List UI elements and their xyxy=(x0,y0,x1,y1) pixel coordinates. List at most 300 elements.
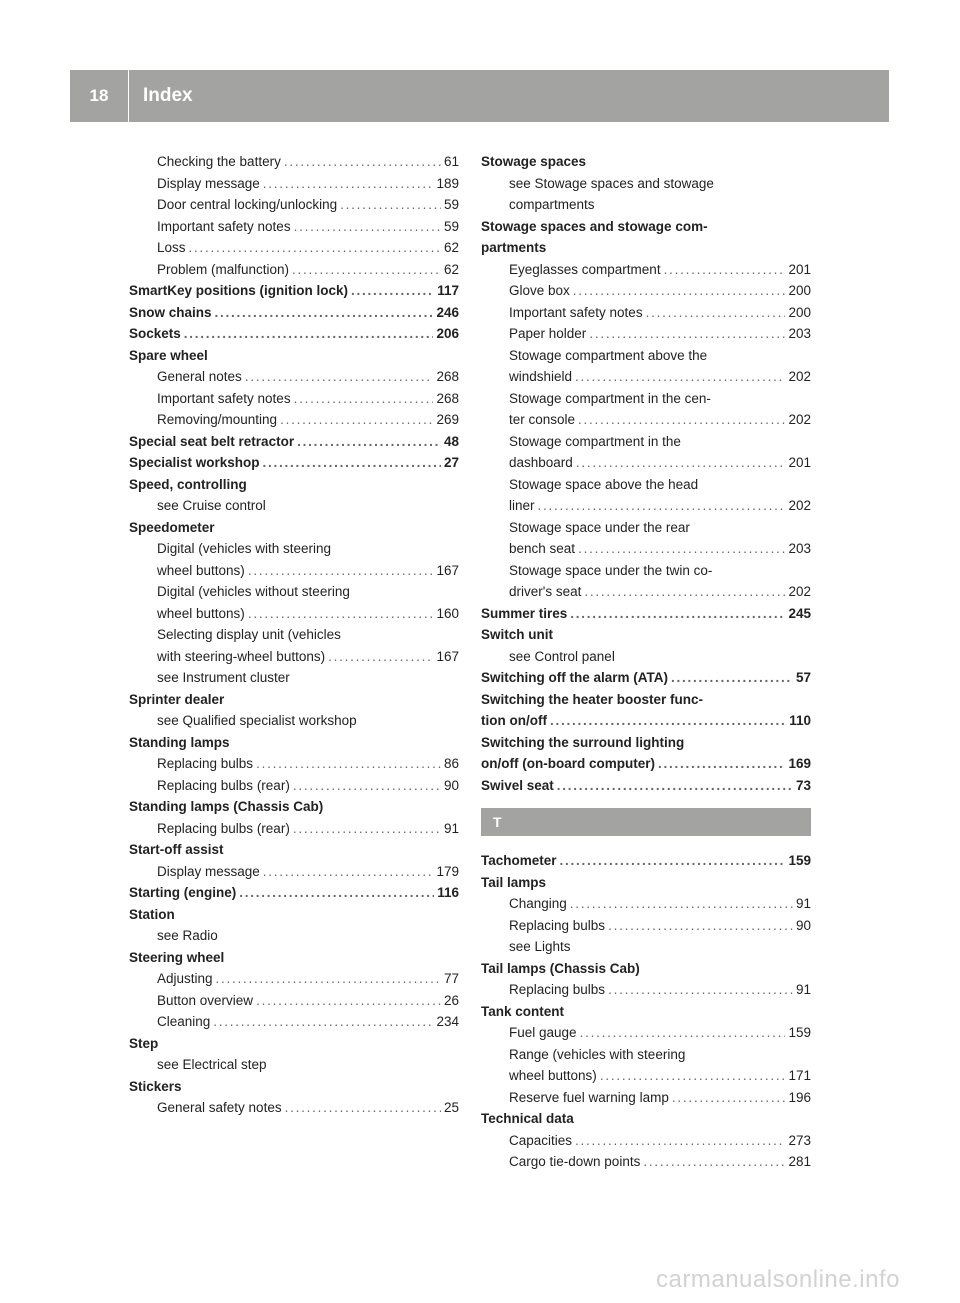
index-subentry xyxy=(129,775,459,797)
entry-page-number: 273 xyxy=(788,1132,811,1148)
index-entry xyxy=(481,775,811,797)
entry-text: see Radio xyxy=(157,928,218,943)
index-entry-line xyxy=(129,882,459,904)
index-entry-line xyxy=(129,431,459,453)
entry-text: Standing lamps (Chassis Cab) xyxy=(129,799,324,814)
dot-leader xyxy=(351,280,434,302)
dot-leader xyxy=(293,775,441,797)
index-subentry xyxy=(481,345,811,388)
entry-text: Important safety notes xyxy=(157,390,291,406)
entry-text: Removing/mounting xyxy=(157,412,278,427)
index-subentry xyxy=(129,237,459,259)
entry-text: bench seat xyxy=(509,541,576,556)
index-subentry xyxy=(129,581,459,624)
entry-text: Sprinter dealer xyxy=(129,691,225,707)
dot-leader xyxy=(560,850,786,872)
dot-leader xyxy=(285,1097,441,1119)
index-entry-line xyxy=(481,893,811,915)
index-subentry xyxy=(129,667,459,689)
dot-leader xyxy=(672,1087,786,1109)
entry-text: Digital (vehicles with steering xyxy=(157,541,332,556)
watermark: carmanualsonline.info xyxy=(656,1266,900,1293)
entry-text: Selecting display unit (vehicles xyxy=(157,627,341,642)
dot-leader xyxy=(557,775,793,797)
index-entry-line xyxy=(481,753,811,775)
index-entry-line xyxy=(129,452,459,474)
dot-leader xyxy=(538,495,786,517)
index-entry-line xyxy=(481,710,811,732)
index-entry-line xyxy=(129,861,459,883)
dot-leader xyxy=(189,237,441,259)
entry-page-number: 110 xyxy=(789,713,811,728)
entry-text: Fuel gauge xyxy=(509,1025,577,1040)
entry-page-number: 27 xyxy=(443,455,459,470)
index-column-right xyxy=(481,151,811,1173)
index-entry-line xyxy=(481,581,811,603)
dot-leader xyxy=(570,893,793,915)
entry-page-number: 90 xyxy=(795,917,811,933)
entry-text: see Qualified specialist workshop xyxy=(157,713,357,728)
index-entry-line xyxy=(481,603,811,625)
dot-leader xyxy=(575,366,785,388)
index-subentry xyxy=(481,893,811,915)
dot-leader xyxy=(263,173,434,195)
index-entry-line xyxy=(129,818,459,840)
dot-leader xyxy=(658,753,785,775)
entry-page-number: 269 xyxy=(436,412,459,427)
index-entry xyxy=(481,850,811,872)
entry-text: wheel buttons) xyxy=(509,1068,597,1083)
entry-text: Loss xyxy=(157,240,186,255)
dot-leader xyxy=(256,753,441,775)
index-subentry xyxy=(129,366,459,388)
index-entry-line xyxy=(481,323,811,345)
entry-text: Spare wheel xyxy=(129,347,208,363)
entry-page-number: 206 xyxy=(436,326,459,341)
index-entry-line xyxy=(129,323,459,345)
index-entry xyxy=(129,1076,459,1098)
index-subentry xyxy=(481,280,811,302)
entry-text: Specialist workshop xyxy=(129,455,260,470)
entry-text: see Stowage spaces and stowage xyxy=(509,175,714,191)
entry-page-number: 169 xyxy=(788,756,811,771)
index-subentry xyxy=(481,560,811,603)
entry-text: Switching off the alarm (ATA) xyxy=(481,670,668,685)
entry-text: wheel buttons) xyxy=(157,562,245,578)
entry-text: Stowage compartment in the xyxy=(509,433,681,449)
dot-leader xyxy=(578,538,785,560)
entry-page-number: 91 xyxy=(795,896,811,911)
entry-text: Stowage space under the twin co- xyxy=(509,562,713,578)
dot-leader xyxy=(328,646,433,668)
entry-text: Swivel seat xyxy=(481,777,554,793)
entry-page-number: 159 xyxy=(788,853,811,868)
entry-text: Step xyxy=(129,1035,159,1051)
entry-text: Tachometer xyxy=(481,853,557,868)
entry-text: Tail lamps xyxy=(481,874,547,890)
entry-page-number: 179 xyxy=(436,863,459,879)
index-entry xyxy=(481,667,811,689)
index-entry xyxy=(481,624,811,646)
entry-text: Switching the surround lighting xyxy=(481,734,685,750)
entry-text: Replacing bulbs (rear) xyxy=(157,820,290,836)
dot-leader xyxy=(284,151,441,173)
entry-text: Stowage space under the rear xyxy=(509,519,690,535)
index-subentry xyxy=(481,1044,811,1087)
entry-text: see Electrical step xyxy=(157,1057,267,1072)
index-entry-line xyxy=(481,979,811,1001)
entry-page-number: 25 xyxy=(443,1100,459,1115)
index-subentry xyxy=(129,968,459,990)
entry-page-number: 91 xyxy=(795,982,811,997)
entry-text: Stowage compartment above the xyxy=(509,347,708,363)
entry-text: Station xyxy=(129,906,175,922)
dot-leader xyxy=(664,259,786,281)
entry-text: Speed, controlling xyxy=(129,476,247,492)
entry-text: Paper holder xyxy=(509,326,587,341)
entry-page-number: 196 xyxy=(788,1089,811,1105)
index-subentry xyxy=(129,624,459,667)
index-entry-line xyxy=(481,538,811,560)
index-entry-line xyxy=(481,1151,811,1173)
entry-text: Stowage spaces and stowage com- xyxy=(481,218,708,234)
index-entry-line xyxy=(481,1087,811,1109)
index-subentry xyxy=(129,388,459,410)
entry-text: Tail lamps (Chassis Cab) xyxy=(481,960,640,976)
dot-leader xyxy=(256,990,441,1012)
dot-leader xyxy=(576,452,786,474)
header-divider xyxy=(128,70,129,122)
dot-leader xyxy=(608,915,793,937)
index-entry xyxy=(129,517,459,539)
dot-leader xyxy=(671,667,793,689)
index-entry-line xyxy=(129,388,459,410)
entry-text: Replacing bulbs xyxy=(157,756,254,771)
entry-text: with steering-wheel buttons) xyxy=(157,648,326,664)
index-subentry xyxy=(129,259,459,281)
entry-text: Replacing bulbs (rear) xyxy=(157,777,290,793)
entry-text: liner xyxy=(509,498,535,513)
entry-page-number: 117 xyxy=(437,283,459,298)
index-entry-line xyxy=(481,259,811,281)
entry-page-number: 26 xyxy=(443,992,459,1008)
page-title: Index xyxy=(143,85,193,106)
dot-leader xyxy=(580,1022,786,1044)
index-entry xyxy=(129,1033,459,1055)
entry-page-number: 167 xyxy=(436,562,459,578)
dot-leader xyxy=(293,818,441,840)
index-subentry xyxy=(129,925,459,947)
entry-page-number: 90 xyxy=(443,777,459,793)
entry-text: partments xyxy=(481,240,547,255)
dot-leader xyxy=(340,194,441,216)
index-entry-line xyxy=(129,560,459,582)
index-entry-line xyxy=(481,1130,811,1152)
entry-page-number: 167 xyxy=(436,648,459,664)
index-subentry xyxy=(129,538,459,581)
entry-page-number: 281 xyxy=(788,1154,811,1169)
index-subentry xyxy=(481,474,811,517)
entry-page-number: 202 xyxy=(788,584,811,599)
index-subentry xyxy=(481,646,811,668)
index-entry-line xyxy=(481,366,811,388)
index-entry xyxy=(129,474,459,496)
entry-page-number: 61 xyxy=(443,154,459,169)
entry-text: wheel buttons) xyxy=(157,605,245,621)
index-entry xyxy=(481,689,811,732)
dot-leader xyxy=(646,302,786,324)
index-column-left xyxy=(129,151,459,1119)
index-subentry xyxy=(481,1151,811,1173)
index-entry-line xyxy=(129,194,459,216)
entry-text: Stowage compartment in the cen- xyxy=(509,390,711,406)
dot-leader xyxy=(292,259,441,281)
index-entry xyxy=(129,796,459,818)
index-entry-line xyxy=(129,646,459,668)
index-entry xyxy=(481,872,811,894)
entry-text: Adjusting xyxy=(157,971,213,986)
entry-text: Important safety notes xyxy=(509,304,643,320)
index-entry xyxy=(129,839,459,861)
dot-leader xyxy=(575,1130,785,1152)
index-subentry xyxy=(129,861,459,883)
dot-leader xyxy=(263,861,434,883)
entry-text: Steering wheel xyxy=(129,949,225,965)
entry-text: ter console xyxy=(509,412,576,427)
entry-page-number: 62 xyxy=(443,240,459,255)
dot-leader xyxy=(245,366,434,388)
index-entry-line xyxy=(129,409,459,431)
index-entry-line xyxy=(129,603,459,625)
page-header xyxy=(70,70,889,122)
dot-leader xyxy=(280,409,433,431)
index-entry xyxy=(129,904,459,926)
index-entry-line xyxy=(481,775,811,797)
index-subentry xyxy=(481,1022,811,1044)
dot-leader xyxy=(570,603,785,625)
index-entry-line xyxy=(129,259,459,281)
index-entry-line xyxy=(129,280,459,302)
entry-page-number: 268 xyxy=(436,369,459,384)
index-subentry xyxy=(129,990,459,1012)
entry-page-number: 91 xyxy=(443,820,459,836)
entry-page-number: 200 xyxy=(788,283,811,298)
dot-leader xyxy=(248,603,434,625)
entry-text: Tank content xyxy=(481,1003,565,1019)
entry-text: Cargo tie-down points xyxy=(509,1154,641,1169)
entry-text: Digital (vehicles without steering xyxy=(157,584,350,599)
entry-text: on/off (on-board computer) xyxy=(481,756,655,771)
dot-leader xyxy=(248,560,434,582)
index-entry-line xyxy=(129,753,459,775)
index-entry xyxy=(129,280,459,302)
entry-page-number: 77 xyxy=(443,971,459,986)
index-subentry xyxy=(129,1097,459,1119)
entry-page-number: 59 xyxy=(443,197,459,212)
entry-text: Replacing bulbs xyxy=(509,917,606,933)
entry-text: Door central locking/unlocking xyxy=(157,197,338,212)
index-entry-line xyxy=(129,302,459,324)
entry-page-number: 86 xyxy=(443,756,459,771)
index-entry-line xyxy=(481,850,811,872)
index-entry-line xyxy=(481,495,811,517)
entry-text: compartments xyxy=(509,197,595,212)
entry-text: tion on/off xyxy=(481,713,547,728)
index-entry xyxy=(481,1108,811,1130)
entry-text: driver's seat xyxy=(509,584,582,599)
entry-page-number: 202 xyxy=(788,412,811,427)
entry-page-number: 59 xyxy=(443,218,459,234)
entry-text: Switch unit xyxy=(481,627,553,642)
entry-text: Display message xyxy=(157,863,260,879)
entry-page-number: 201 xyxy=(788,261,811,277)
index-entry-line xyxy=(129,990,459,1012)
index-entry-line xyxy=(481,667,811,689)
entry-text: Display message xyxy=(157,175,260,191)
entry-page-number: 171 xyxy=(788,1068,811,1083)
index-entry xyxy=(481,1001,811,1023)
index-entry-line xyxy=(481,1022,811,1044)
entry-text: Replacing bulbs xyxy=(509,982,606,997)
index-subentry xyxy=(481,431,811,474)
index-subentry xyxy=(481,915,811,937)
page-number: 18 xyxy=(89,86,109,105)
dot-leader xyxy=(573,280,786,302)
index-subentry xyxy=(129,194,459,216)
entry-page-number: 200 xyxy=(788,304,811,320)
entry-text: Standing lamps xyxy=(129,734,230,750)
dot-leader xyxy=(216,968,441,990)
entry-text: Capacities xyxy=(509,1132,573,1148)
entry-text: Range (vehicles with steering xyxy=(509,1046,686,1062)
index-entry xyxy=(129,882,459,904)
entry-text: dashboard xyxy=(509,455,573,470)
entry-page-number: 203 xyxy=(788,326,811,341)
index-entry-line xyxy=(481,280,811,302)
index-entry-line xyxy=(481,409,811,431)
entry-page-number: 201 xyxy=(788,455,811,470)
entry-page-number: 234 xyxy=(436,1014,459,1029)
index-subentry xyxy=(481,979,811,1001)
entry-text: General safety notes xyxy=(157,1100,282,1115)
entry-text: see Control panel xyxy=(509,648,615,664)
entry-text: Cleaning xyxy=(157,1014,211,1029)
entry-text: Switching the heater booster func- xyxy=(481,691,704,707)
index-entry xyxy=(129,323,459,345)
dot-leader xyxy=(584,581,785,603)
entry-text: Starting (engine) xyxy=(129,885,237,900)
index-entry-line xyxy=(129,237,459,259)
entry-text: Summer tires xyxy=(481,605,568,621)
entry-text: see Instrument cluster xyxy=(157,670,290,685)
index-entry-line xyxy=(481,1065,811,1087)
index-subentry xyxy=(481,173,811,216)
index-entry-line xyxy=(481,302,811,324)
entry-text: SmartKey positions (ignition lock) xyxy=(129,283,349,298)
entry-page-number: 116 xyxy=(437,885,459,900)
entry-text: Changing xyxy=(509,896,567,911)
entry-page-number: 62 xyxy=(443,261,459,277)
index-entry xyxy=(481,151,811,173)
entry-page-number: 159 xyxy=(788,1025,811,1040)
entry-page-number: 160 xyxy=(436,605,459,621)
entry-text: windshield xyxy=(509,369,573,384)
index-entry-line xyxy=(129,151,459,173)
index-entry-line xyxy=(129,366,459,388)
entry-text: Speedometer xyxy=(129,519,215,535)
entry-text: Important safety notes xyxy=(157,218,291,234)
entry-text: Stowage spaces xyxy=(481,154,587,169)
index-entry xyxy=(129,689,459,711)
entry-page-number: 202 xyxy=(788,498,811,513)
index-entry xyxy=(129,947,459,969)
entry-text: Button overview xyxy=(157,992,254,1008)
index-entry-line xyxy=(129,1097,459,1119)
dot-leader xyxy=(239,882,434,904)
dot-leader xyxy=(578,409,785,431)
entry-page-number: 202 xyxy=(788,369,811,384)
entry-text: Reserve fuel warning lamp xyxy=(509,1089,669,1105)
index-entry xyxy=(129,452,459,474)
index-subentry xyxy=(129,409,459,431)
entry-text: Checking the battery xyxy=(157,154,281,169)
entry-text: Stickers xyxy=(129,1078,182,1094)
index-subentry xyxy=(481,1130,811,1152)
index-entry-line xyxy=(481,915,811,937)
entry-text: Glove box xyxy=(509,283,570,298)
section-letter-header: T xyxy=(481,808,811,836)
index-subentry xyxy=(129,216,459,238)
dot-leader xyxy=(215,302,434,324)
dot-leader xyxy=(589,323,785,345)
index-subentry xyxy=(481,1087,811,1109)
dot-leader xyxy=(643,1151,785,1173)
entry-text: Problem (malfunction) xyxy=(157,261,290,277)
index-subentry xyxy=(481,302,811,324)
entry-text: Sockets xyxy=(129,326,181,341)
index-entry-line xyxy=(129,1011,459,1033)
index-entry xyxy=(481,958,811,980)
index-subentry xyxy=(481,259,811,281)
dot-leader xyxy=(294,388,434,410)
entry-text: Special seat belt retractor xyxy=(129,433,295,449)
entry-text: Snow chains xyxy=(129,304,212,320)
entry-text: Stowage space above the head xyxy=(509,476,699,492)
index-entry xyxy=(481,603,811,625)
index-entry-line xyxy=(129,216,459,238)
index-entry-line xyxy=(129,775,459,797)
entry-page-number: 203 xyxy=(788,541,811,556)
index-entry-line xyxy=(129,173,459,195)
entry-page-number: 189 xyxy=(436,175,459,191)
dot-leader xyxy=(294,216,441,238)
entry-text: General notes xyxy=(157,369,242,384)
index-subentry xyxy=(129,710,459,732)
index-subentry xyxy=(481,388,811,431)
dot-leader xyxy=(608,979,793,1001)
index-subentry xyxy=(129,1054,459,1076)
index-entry xyxy=(129,302,459,324)
entry-text: Start-off assist xyxy=(129,842,224,857)
entry-text: Technical data xyxy=(481,1111,574,1126)
index-entry xyxy=(129,732,459,754)
index-subentry xyxy=(129,818,459,840)
dot-leader xyxy=(213,1011,433,1033)
index-entry xyxy=(481,216,811,259)
entry-text: Eyeglasses compartment xyxy=(509,261,661,277)
entry-text: see Lights xyxy=(509,939,571,954)
entry-page-number: 245 xyxy=(788,605,811,621)
